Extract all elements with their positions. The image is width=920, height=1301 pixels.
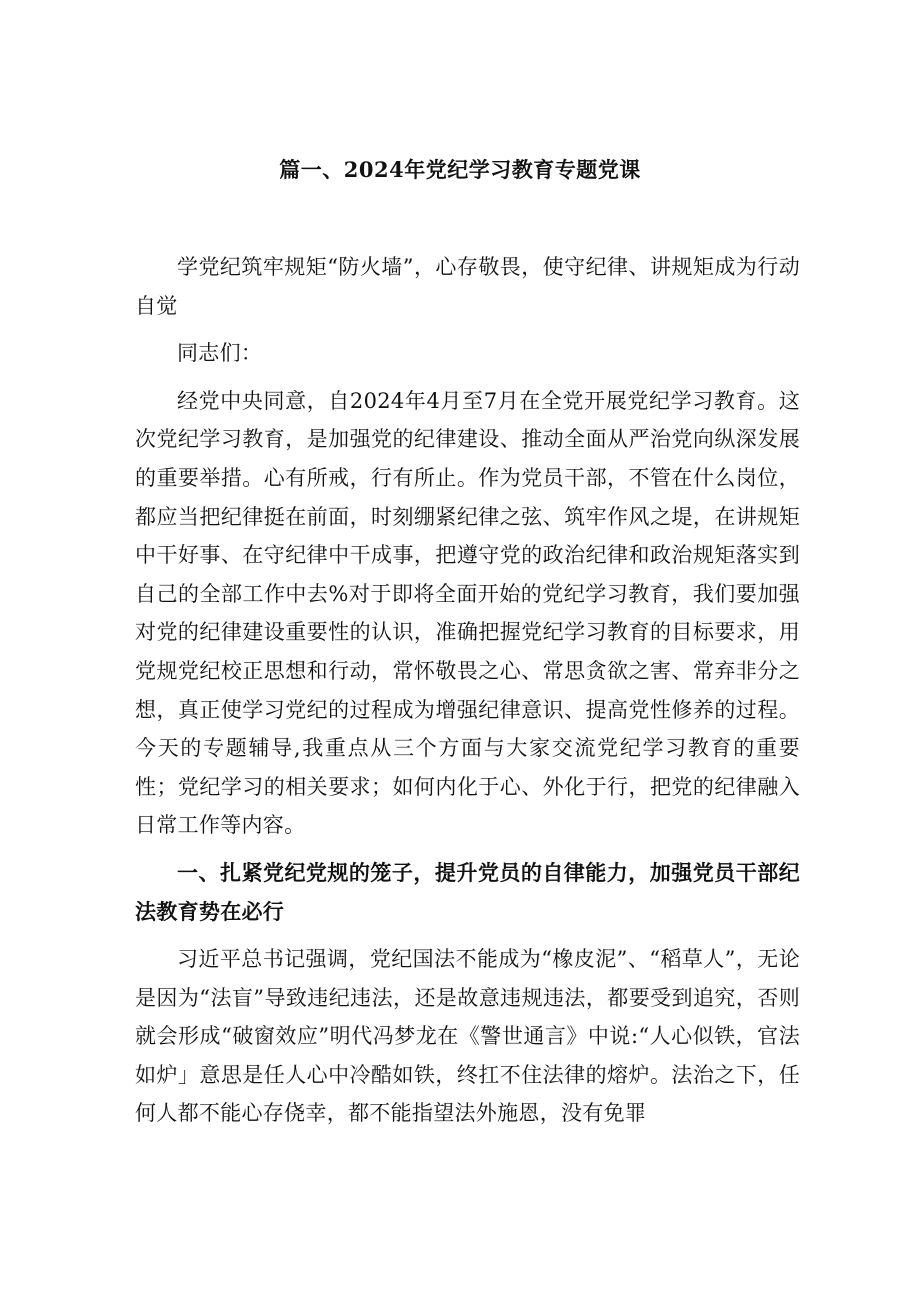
section-heading-1: 一、扎紧党纪党规的笼子，提升党员的自律能力，加强党员干部纪法教育势在必行	[135, 859, 800, 924]
paragraph-introduction: 经党中央同意，自2024年4月至7月在全党开展党纪学习教育。这次党纪学习教育，是加强党的纪律建设、推动全面从严治党向纵深发展的重要举措。心有所戒，行有所止。作为党员干部，不管在什么岗位，都应当把纪律挺在前面，时刻绷紧纪律之弦、筑牢作风之堤，在讲规矩中干好事、在守纪律中干成事，把遵守党的政治纪律和政治规矩落实到自己的全部工作中去%对于即将全面开始的党纪学习教育，我们要加强对党的纪律建设重要性的认识，准确把握党纪学习教育的目标要求，用党规党纪校正思想和行动，常怀敬畏之心、常思贪欲之害、常弃非分之想，真正使学习党纪的过程成为增强纪律意识、提高党性修养的过程。今天的专题辅导,我重点从三个方面与大家交流党纪学习教育的重要性；党纪学习的相关要求；如何内化于心、外化于行，把党的纪律融入日常工作等内容。	[135, 388, 800, 838]
document-title: 篇一、2024年党纪学习教育专题党课	[279, 157, 641, 182]
paragraph-subtitle: 学党纪筑牢规矩“防火墙”，心存敬畏，使守纪律、讲规矩成为行动自觉	[135, 255, 800, 318]
paragraph-section-1: 习近平总书记强调，党纪国法不能成为“橡皮泥”、“稻草人”，无论是因为“法盲”导致违纪违法，还是故意违规违法，都要受到追究，否则就会形成“破窗效应”明代冯梦龙在《警世通言》中说:“人心似铁，官法如炉」意思是任人心中冷酷如铁，终扛不住法律的熔炉。法治之下，任何人都不能心存侥幸，都不能指望法外施恩，没有免罪	[135, 947, 800, 1126]
document-body	[135, 248, 800, 1142]
paragraph-salutation: 同志们：	[177, 341, 263, 366]
